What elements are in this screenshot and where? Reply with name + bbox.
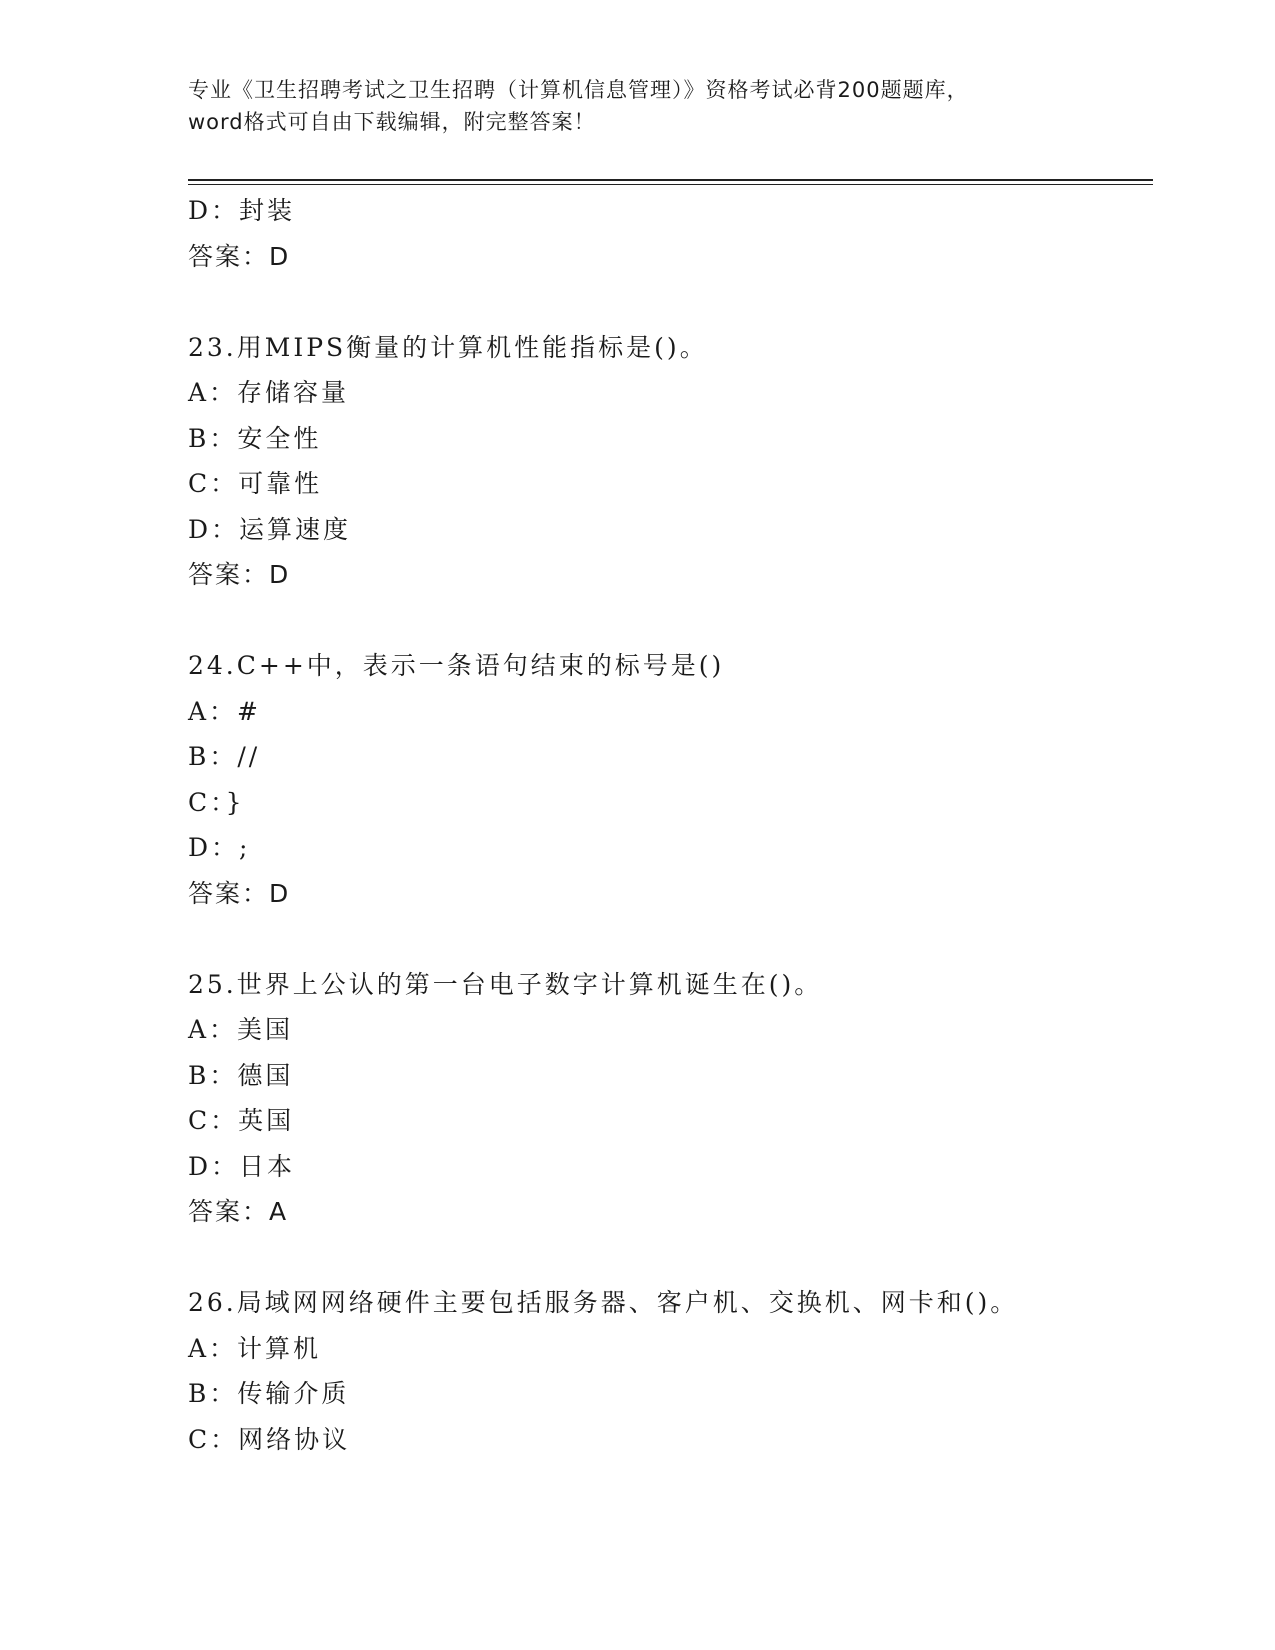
question-stem: 23.用MIPS衡量的计算机性能指标是()。 <box>188 332 708 362</box>
option-line: A：存储容量 <box>188 378 350 407</box>
option-line: B：德国 <box>188 1060 294 1090</box>
answer-line: 答案：D <box>188 241 291 271</box>
spacer <box>188 916 1153 962</box>
option-line: A：美国 <box>188 1015 294 1044</box>
header-title-line-2: word格式可自由下载编辑，附完整答案！ <box>188 110 596 134</box>
option-line: C：} <box>188 787 245 817</box>
option-line: D：运算速度 <box>188 514 352 544</box>
option-line: C：网络协议 <box>188 1424 351 1454</box>
spacer <box>188 598 1153 644</box>
question-list <box>188 188 1153 1462</box>
question-stem: 24.C++中，表示一条语句结束的标号是() <box>188 651 725 680</box>
option-line: D：日本 <box>188 1151 296 1181</box>
spacer <box>188 1235 1153 1281</box>
question-stem: 26.局域网网络硬件主要包括服务器、客户机、交换机、网卡和()。 <box>188 1288 1019 1317</box>
option-line: D：封装 <box>188 196 296 225</box>
answer-line: 答案：A <box>188 1197 289 1226</box>
option-line: B：传输介质 <box>188 1379 350 1408</box>
header-divider-bottom <box>188 184 1153 185</box>
document-header <box>188 74 1088 138</box>
answer-line: 答案：D <box>188 878 291 908</box>
answer-line: 答案：D <box>188 560 291 589</box>
option-line: A：计算机 <box>188 1333 322 1363</box>
option-line: C：英国 <box>188 1106 295 1135</box>
option-line: C：可靠性 <box>188 469 323 498</box>
spacer <box>188 279 1153 325</box>
header-title-line-1: 专业《卫生招聘考试之卫生招聘（计算机信息管理）》资格考试必背200题题库， <box>188 78 969 102</box>
option-line: D：; <box>188 833 251 862</box>
option-line: B：// <box>188 742 261 771</box>
option-line: B：安全性 <box>188 423 322 453</box>
question-stem: 25.世界上公认的第一台电子数字计算机诞生在()。 <box>188 969 823 999</box>
option-line: A：# <box>188 696 262 726</box>
header-divider-top <box>188 179 1153 181</box>
